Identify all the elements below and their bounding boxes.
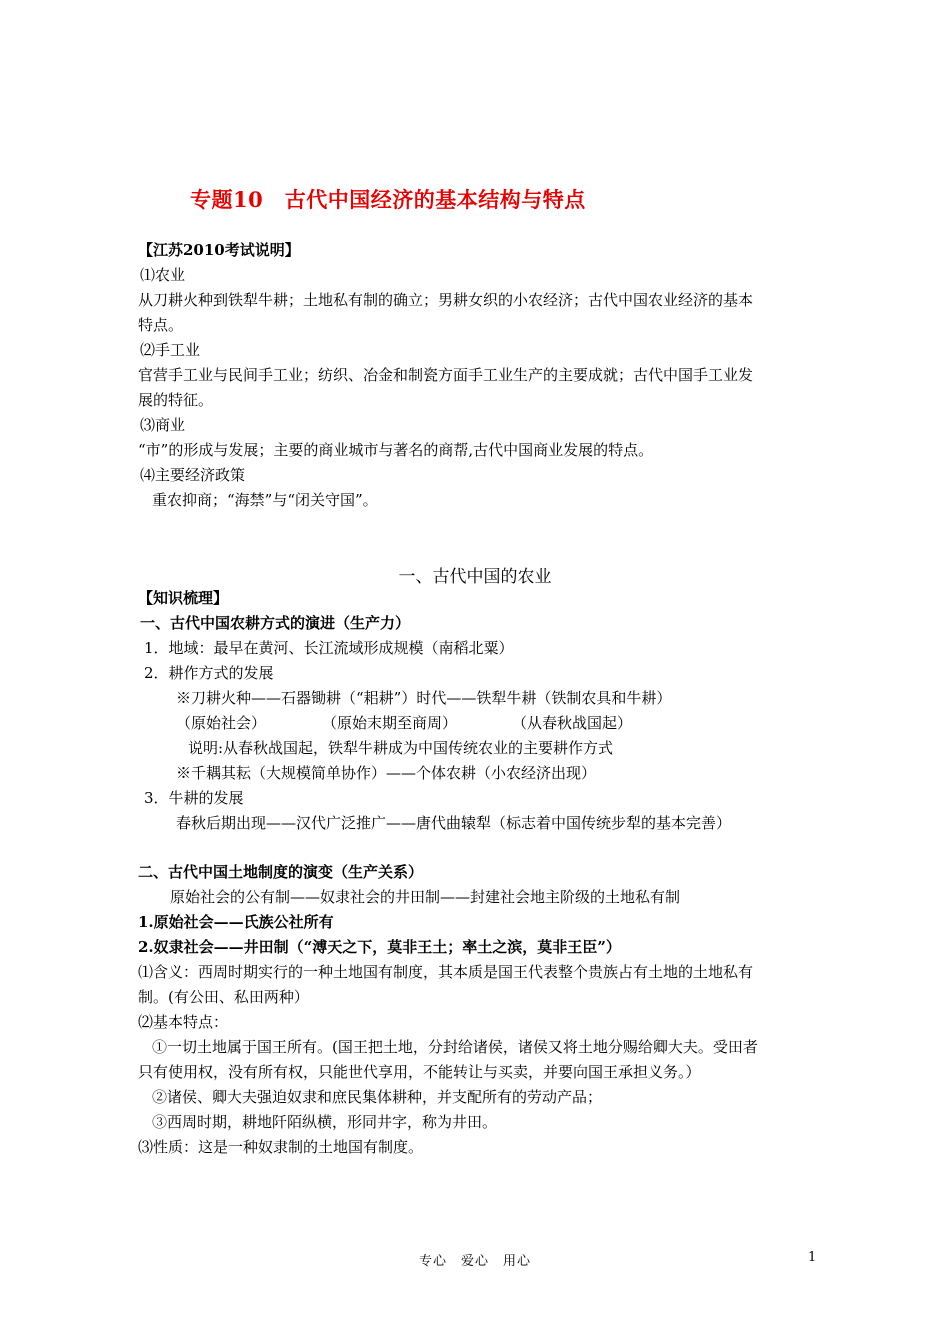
knowledge-heading: 【知识梳理】	[138, 589, 229, 607]
content-line: 制。(有公田、私田两种）	[138, 988, 309, 1006]
content-line: （原始末期至商周）	[322, 714, 458, 732]
content-line-quote: （“溥天之下，莫非王土；率土之滨，莫非王臣”）	[288, 938, 621, 956]
document-title: 专题10 古代中国经济的基本结构与特点	[190, 187, 586, 212]
page-number: 1	[808, 1250, 817, 1265]
content-line: 1．地域：最早在黄河、长江流域形成规模（南稻北粟）	[144, 639, 514, 657]
content-line: ⑶性质：这是一种奴隶制的土地国有制度。	[138, 1138, 424, 1156]
content-line: 3．牛耕的发展	[144, 789, 244, 807]
footer-motto: 专心 爱心 用心	[418, 1254, 531, 1269]
exam-item-label: ⑶商业	[140, 416, 186, 434]
content-line-bold: 2.奴隶社会——井田制	[138, 938, 289, 956]
exam-item-text: 官营手工业与民间手工业；纺织、冶金和制瓷方面手工业生产的主要成就；古代中国手工业发	[138, 366, 754, 384]
section-heading: 一、古代中国的农业	[398, 567, 552, 587]
content-line: 原始社会的公有制——奴隶社会的井田制——封建社会地主阶级的土地私有制	[170, 888, 681, 906]
subsection-heading: 二、古代中国土地制度的演变（生产关系）	[138, 863, 424, 881]
content-line: 1.原始社会——氏族公社所有	[138, 913, 334, 931]
content-line: 只有使用权，没有所有权，只能世代享用，不能转让与买卖，并要向国王承担义务。）	[138, 1063, 701, 1081]
content-line: 春秋后期出现——汉代广泛推广——唐代曲辕犁（标志着中国传统步犁的基本完善）	[176, 814, 732, 832]
content-line: ⑴含义：西周时期实行的一种土地国有制度，其本质是国王代表整个贵族占有土地的土地私有	[138, 963, 754, 981]
exam-item-text: “市”的形成与发展；主要的商业城市与著名的商帮,古代中国商业发展的特点。	[138, 441, 654, 459]
content-line: ①一切土地属于国王所有。(国王把土地，分封给诸侯，诸侯又将土地分赐给卿大夫。受田者	[152, 1038, 758, 1056]
content-line: ③西周时期，耕地阡陌纵横，形同井字，称为井田。	[152, 1113, 498, 1131]
exam-item-text: 重农抑商；“海禁”与“闭关守国”。	[152, 491, 378, 509]
subsection-heading: 一、古代中国农耕方式的演进（生产力）	[140, 614, 411, 632]
exam-heading: 【江苏2010考试说明】	[138, 241, 300, 259]
exam-item-label: ⑵手工业	[140, 341, 201, 359]
exam-item-text: 特点。	[138, 316, 184, 334]
content-line: 2．耕作方式的发展	[144, 664, 274, 682]
content-line: ※刀耕火种——石器锄耕（“耜耕”）时代——铁犁牛耕（铁制农具和牛耕）	[176, 689, 672, 707]
content-line: ※千耦其耘（大规模简单协作）——个体农耕（小农经济出现）	[176, 764, 597, 782]
content-line: 说明:从春秋战国起，铁犁牛耕成为中国传统农业的主要耕作方式	[188, 739, 614, 757]
content-line: ⑵基本特点：	[138, 1013, 229, 1031]
exam-item-text: 从刀耕火种到铁犁牛耕；土地私有制的确立；男耕女织的小农经济；古代中国农业经济的基本	[138, 291, 754, 309]
content-line: （从春秋战国起）	[512, 714, 633, 732]
content-line: （原始社会）	[176, 714, 267, 732]
exam-item-text: 展的特征。	[138, 391, 214, 409]
exam-item-label: ⑴农业	[140, 266, 186, 284]
content-line: ②诸侯、卿大夫强迫奴隶和庶民集体耕种，并支配所有的劳动产品；	[152, 1088, 603, 1106]
content-line	[138, 937, 621, 957]
exam-item-label: ⑷主要经济政策	[140, 466, 246, 484]
